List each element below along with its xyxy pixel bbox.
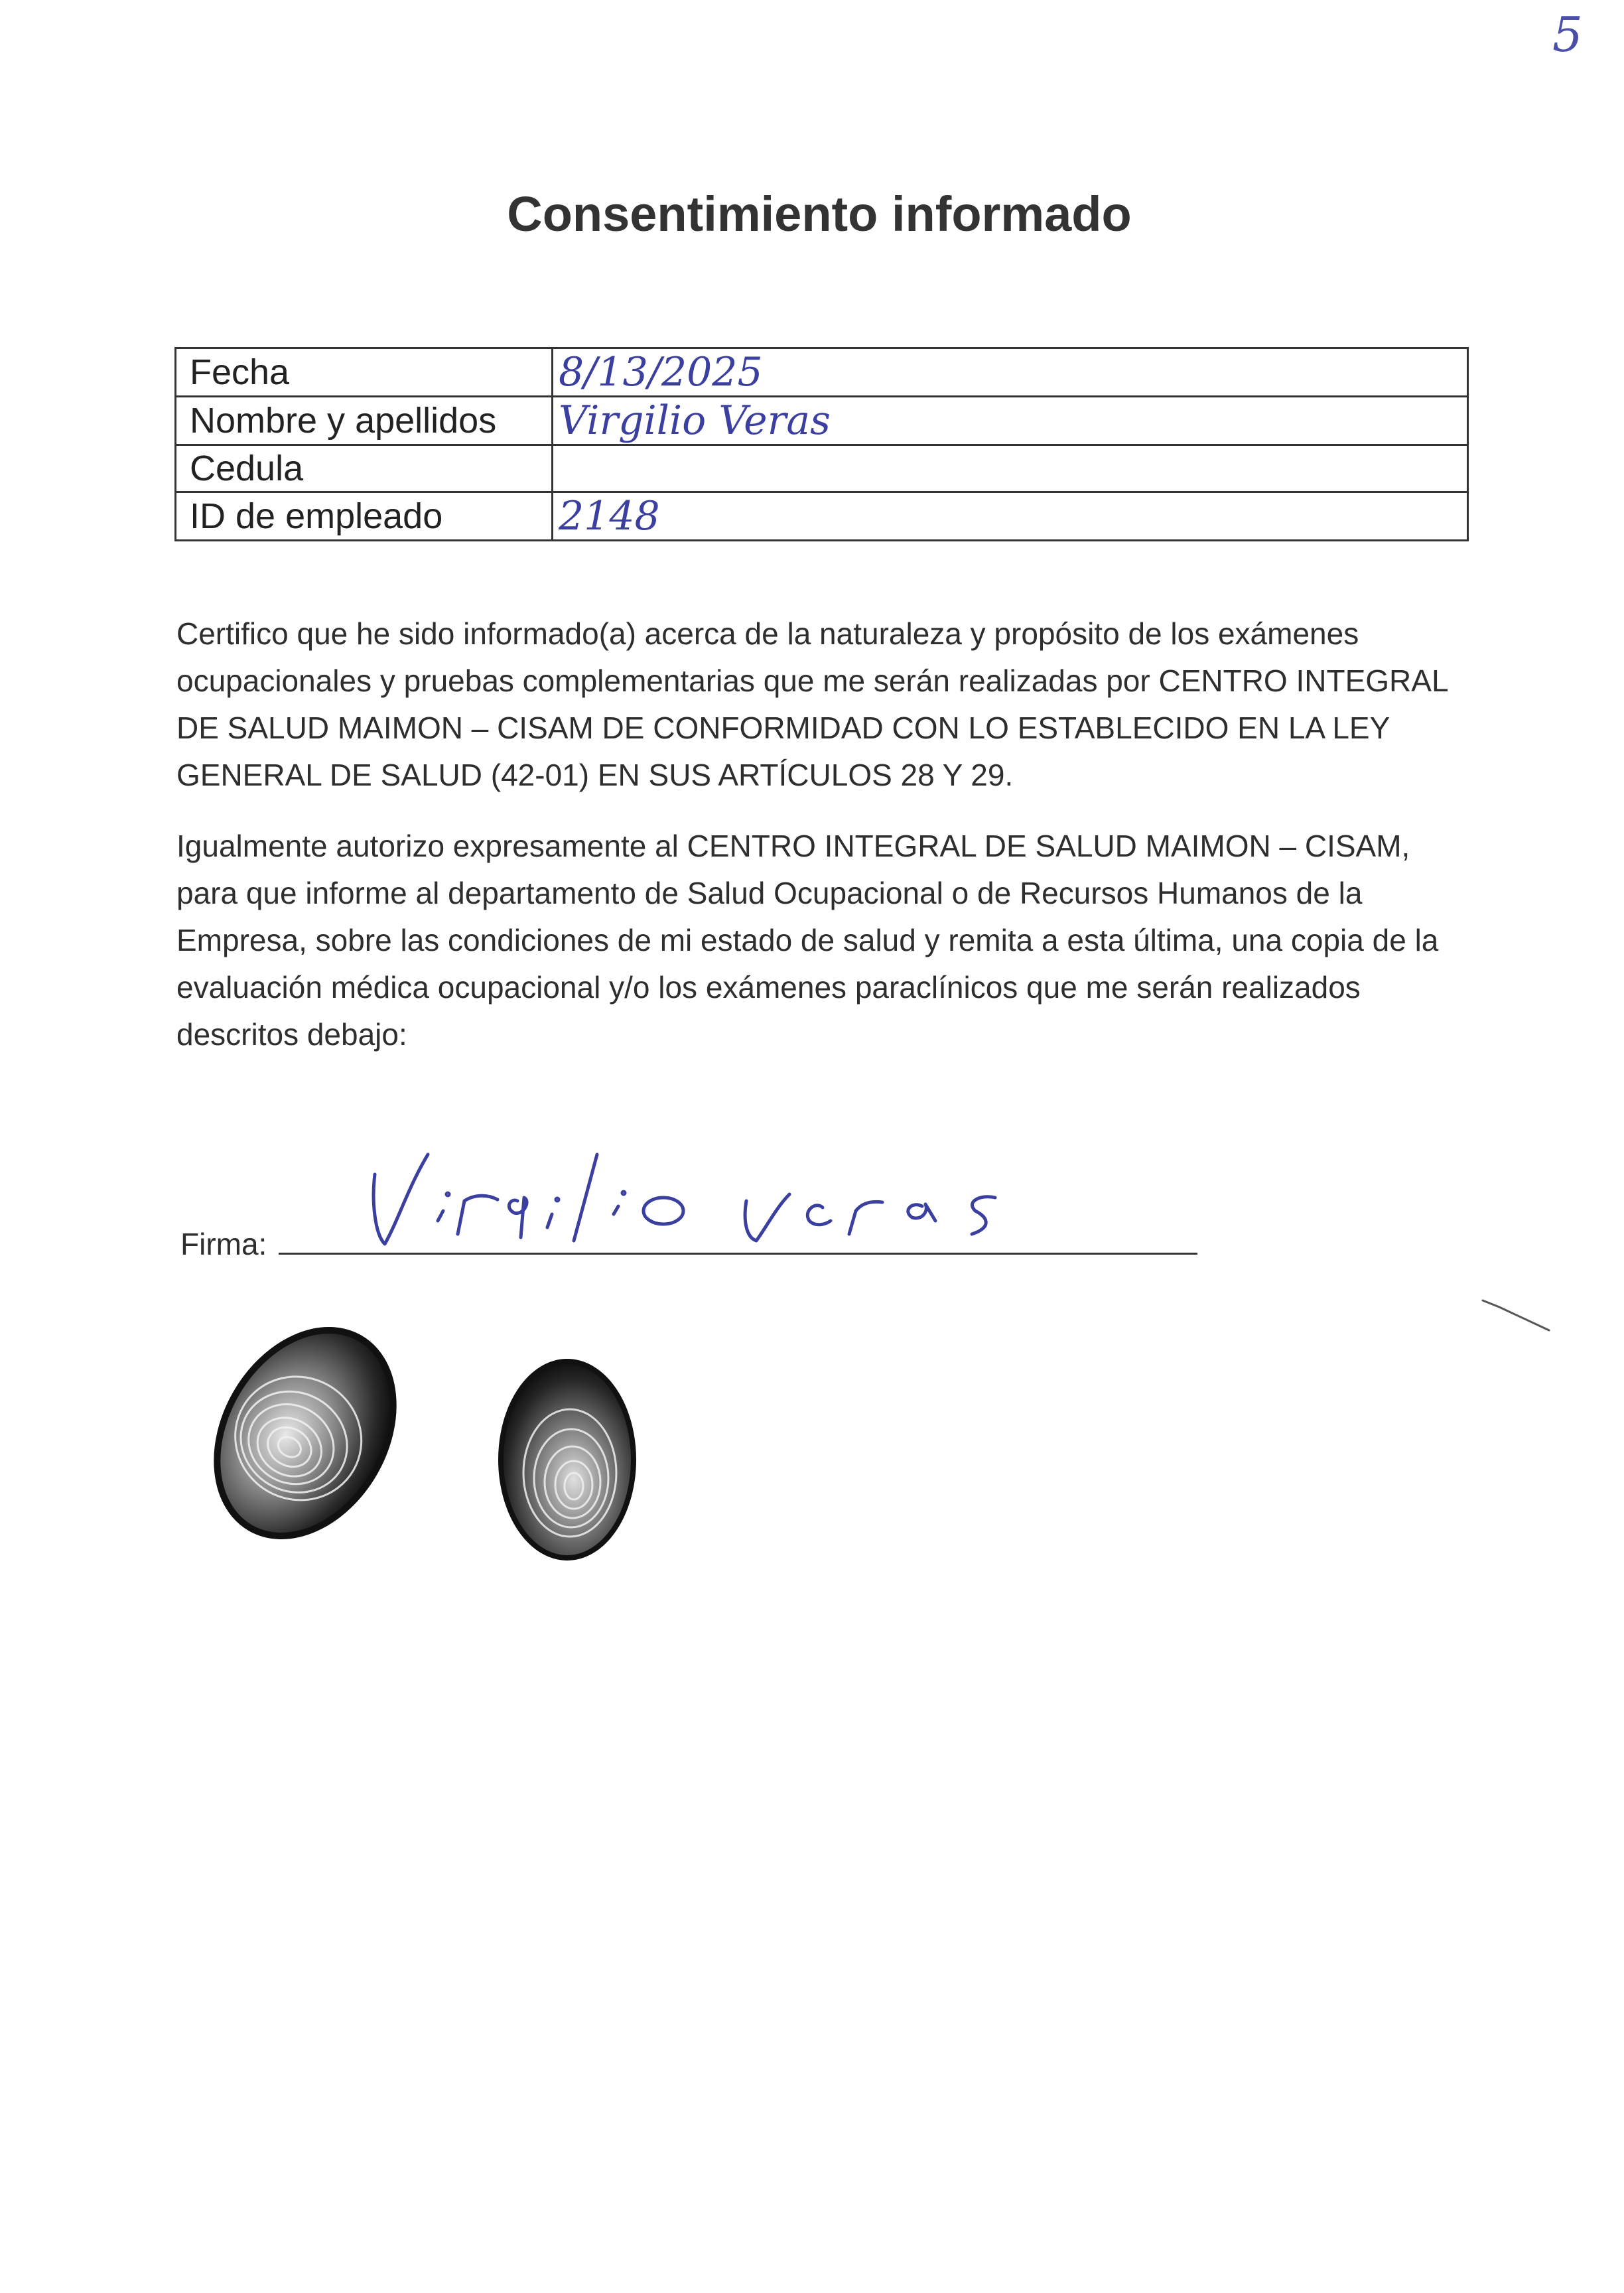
info-table xyxy=(174,347,1469,541)
consent-paragraph-2: Igualmente autorizo expresamente al CENTRO INTEGRAL DE SALUD MAIMON – CISAM, para que informe al departamento de Salud Ocupacional o de Recursos Humanos de la Empresa, sobre las condiciones de mi estado de salud y remita a esta última, una copia de la evaluación médica ocupacional y/o los exámenes paraclínicos que me serán realizados descritos debajo: xyxy=(176,829,1439,1052)
fingerprint-1 xyxy=(199,1314,411,1553)
fecha-label: Fecha xyxy=(176,348,553,397)
id-empleado-label: ID de empleado xyxy=(176,492,553,541)
nombre-label: Nombre y apellidos xyxy=(176,397,553,445)
table-row xyxy=(176,492,1468,541)
handwritten-signature xyxy=(358,1128,1088,1274)
id-empleado-value[interactable]: 2148 xyxy=(553,492,1468,541)
fecha-value[interactable]: 8/13/2025 xyxy=(553,348,1468,397)
page-title: Consentimiento informado xyxy=(507,186,1132,242)
table-row xyxy=(176,445,1468,492)
cedula-label: Cedula xyxy=(176,445,553,492)
table-row xyxy=(176,348,1468,397)
nombre-value[interactable]: Virgilio Veras xyxy=(553,397,1468,445)
table-row xyxy=(176,397,1468,445)
firma-label: Firma: xyxy=(180,1227,267,1261)
page-number: 5 xyxy=(1552,7,1583,62)
fingerprint-2 xyxy=(488,1354,647,1566)
consent-paragraph-1: Certifico que he sido informado(a) acerca de la naturaleza y propósito de los exámenes ocupacionales y pruebas complementarias que me serán realizadas por CENTRO INTEGRAL DE SALUD MAIMON – CISAM DE CONFORMIDAD CON LO ESTABLECIDO EN LA LEY GENERAL DE SALUD (42-01) EN SUS ARTÍCULOS 28 Y 29. xyxy=(176,616,1448,792)
cedula-value[interactable] xyxy=(553,445,1468,492)
pen-mark xyxy=(1479,1294,1552,1334)
